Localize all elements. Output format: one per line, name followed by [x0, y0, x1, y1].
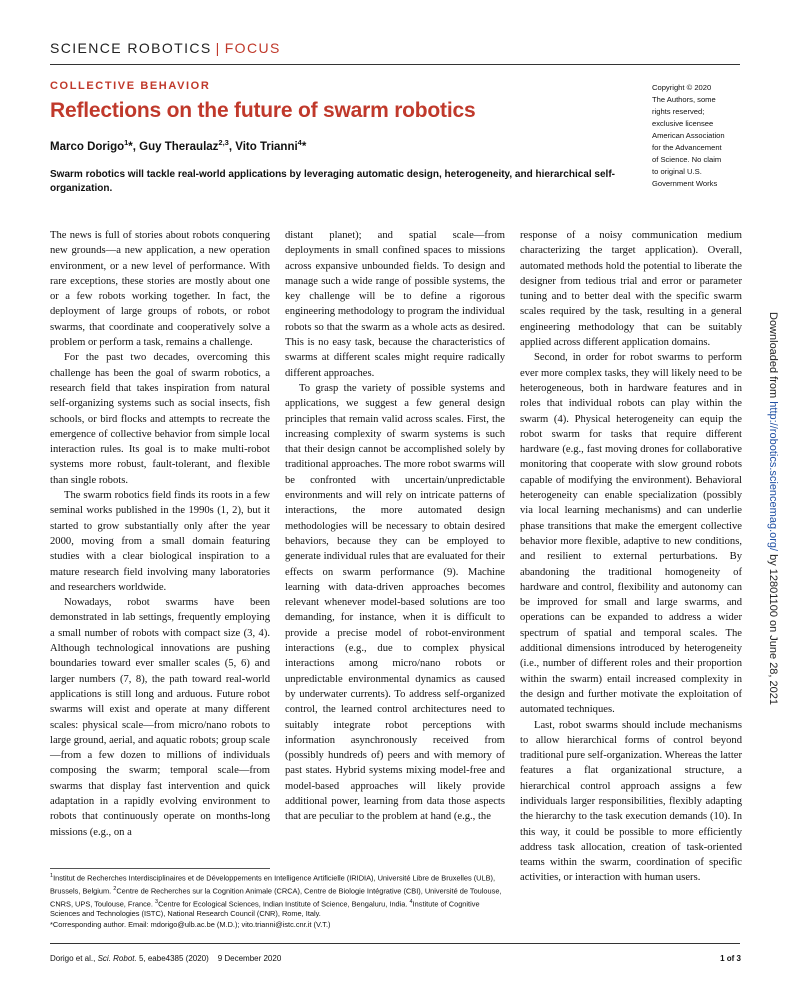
footer-rule — [50, 943, 740, 944]
paragraph: Second, in order for robot swarms to perform ever more complex tasks, they will likely need to be heterogeneous, both in hardware features and in roles that individual robots can play within the swarm (4). Physical heterogeneity can equip the robot swarm for tasks that require different hardware (e.g., fast moving drones for collaborative monitoring that cooperate with slow ground robots capable of modifying the environment). Behavioral heterogeneity can enable specialization (possibly via local learning mechanisms) and can underlie phase transitions that make the emergent collective behavior more flexible, adaptive to new conditions, and resilient to external perturbations. By abandoning the traditional homogeneity of hardware and control, flexibility and autonomy can be improved for small and large swarms, and operations can be expanded to address a wider spectrum of spatial and temporal scales. The additional dimensions introduced by heterogeneity (i.e., number of different roles and their proportion within the swarm) entail increased complexity in the design and further motivate the exploitation of automated techniques. — [520, 352, 742, 716]
copyright-line: American Association — [652, 131, 725, 140]
affiliations: $^1$Institut de Recherches Interdisciplinaires et de Développements en Intelligence Artificielle (IRIDIA), Université Libre de Bruxelles (ULB), Brussels, Belgium. $^2$Centre de Recherches sur la Cognition Animale (CRCA), Centre de Biologie Intégrative (CBI), Université de Toulouse, CNRS, UPS, Toulouse, France. $^3$Centre for Ecological Sciences, Indian Institute of Science, Bengaluru, India. $^4$Institute of Cognitive Sciences and Technologies (ISTC), National Research Council (CNR), Rome, Italy. — [50, 873, 502, 919]
copyright-line: of Science. No claim — [652, 155, 722, 164]
footer-date: 9 December 2020 — [217, 954, 282, 963]
footer-journal: Sci. Robot. — [97, 954, 137, 963]
download-note — [767, 312, 779, 705]
footer-ref: 5, eabe4385 (2020) — [136, 954, 209, 963]
header-rule — [50, 64, 740, 65]
author-affiliation: 1 — [124, 138, 129, 147]
author-affiliation: 4 — [297, 138, 302, 147]
paragraph: Last, robot swarms should include mechanisms to allow hierarchical forms of control beyond traditional pure self-organization. Whereas the latter features a flat organizational structure, a hierarchical control approach assigns a few individuals larger responsibilities, flexibly adapting the hierarchy to the task execution demands (10). In this way, it could be possible to more efficiently address task allocation, creation of task-oriented teams within the swarm, coordination of specific activities, or interaction with human users. — [520, 719, 742, 884]
body-column-3 — [520, 228, 742, 886]
paragraph: distant planet); and spatial scale—from deployments in small confined spaces to missions across expansive unbounded fields. To design and manage such a wide range of possible systems, the key challenge will be to define a rigorous engineering methodology to program the individual robots so that the swarm as a whole acts as desired. This is no easy task, because the characteristics of swarms at different scales might require radically different approaches. — [285, 230, 505, 379]
author-name: Vito Trianni — [235, 140, 298, 153]
affiliation-3: Centre for Ecological Sciences, Indian Institute of Science, Bengaluru, India. — [158, 899, 410, 908]
download-sidebar — [756, 310, 779, 830]
journal-header — [50, 40, 281, 56]
paragraph: The news is full of stories about robots conquering new grounds—a new application, a new operation environment, or a new level of performance. With rare exceptions, these stories are mostly about one or a few robots working together. In fact, the deployment of large groups of robots, or robot swarms, that coordinate and cooperatively solve a problem or perform a task, remains a challenge. — [50, 230, 270, 349]
copyright-line: The Authors, some — [652, 95, 716, 104]
footnotes — [50, 871, 508, 930]
abstract: Swarm robotics will tackle real-world applications by leveraging automatic design, heterogeneity, and hierarchical self-organization. — [50, 169, 615, 194]
paragraph: response of a noisy communication medium characterizing the target application). Overall, automated methods hold the potential to liberate the designer from tedious trial and error or parameter tuning and to better deal with the specific swarm scales required by the task, resulting in a general engineering methodology that can be suitably applied across different application domains. — [520, 230, 742, 349]
author-name: Marco Dorigo — [50, 140, 125, 153]
download-prefix: Downloaded from — [767, 312, 779, 402]
body-column-1 — [50, 228, 270, 840]
author-separator: , — [228, 140, 236, 153]
copyright-line: exclusive licensee — [652, 119, 714, 128]
author-affiliation: 2,3 — [218, 138, 229, 147]
copyright-line: Government Works — [652, 179, 718, 188]
download-link[interactable]: http://robotics.sciencemag.org/ — [767, 401, 779, 552]
affiliation-2: Centre de Recherches sur la Cognition Animale (CRCA), Centre de Biologie Intégrative (CBI), Université de Toulouse, CNRS, UPS, Toulouse, France. — [50, 886, 502, 908]
author-name: Guy Theraulaz — [139, 140, 219, 153]
affiliation-1: Institut de Recherches Interdisciplinaires et de Développements en Intelligence Artificielle (IRIDIA), Université Libre de Bruxelles (ULB), Brussels, Belgium. — [50, 873, 496, 896]
affiliation-4: Institute of Cognitive Sciences and Technologies (ISTC), National Research Council (CNR), Rome, Italy. — [50, 899, 480, 919]
copyright-line: Copyright © 2020 — [652, 83, 712, 92]
journal-section: FOCUS — [224, 40, 281, 56]
corresponding-author: *Corresponding author. Email: mdorigo@ulb.ac.be (M.D.); vito.trianni@istc.cnr.it (V.T.) — [50, 919, 331, 929]
footnote-rule — [50, 868, 270, 869]
article-title: Reflections on the future of swarm robotics — [50, 99, 476, 122]
download-suffix: by 12801100 on June 28, 2021 — [767, 551, 779, 706]
author-separator: * — [301, 140, 307, 153]
article-category: COLLECTIVE BEHAVIOR — [50, 80, 211, 92]
header-separator: | — [215, 40, 221, 56]
copyright-line: for the Advancement — [652, 143, 722, 152]
author-list — [50, 138, 306, 153]
footer-authors: Dorigo et al. — [50, 954, 94, 963]
citation-footer: Dorigo et al., Sci. Robot. 5, eabe4385 (2020) 9 December 2020 — [50, 954, 282, 963]
journal-name: SCIENCE ROBOTICS — [50, 40, 212, 56]
paragraph: For the past two decades, overcoming this challenge has been the goal of swarm robotics, a research field that takes inspiration from natural self-organizing systems such as social insects, fish schools, or bird flocks and attempts to recreate the emergence of collective behavior from simple local interaction rules. Its goal is to make multi-robot systems more robust, fault-tolerant, and flexible than single robots. — [50, 352, 270, 486]
copyright-line: rights reserved; — [652, 107, 705, 116]
body-column-2 — [285, 228, 505, 825]
paragraph: The swarm robotics field finds its roots in a few seminal works published in the 1990s (1, 2), but it started to grow substantially only after the year 2000, moving from a small domain featuring studies with a clear biological inspiration to a mature research field involving many laboratories and researchers worldwide. — [50, 490, 270, 593]
copyright-notice — [652, 82, 744, 190]
paragraph: Nowadays, robot swarms have been demonstrated in lab settings, frequently employing a small number of robots with compact size (3, 4). Although technological innovations are pushing boundaries toward ever smaller scales (5, 6) and larger numbers (7, 8), the path toward real-world applications is still long and arduous. Future robot swarms will exist and operate at many different scales: physical scale—from micro/nano robots to large ground, aerial, and aquatic robots; group scale—from a few dozen to millions of individuals composing the swarm; temporal scale—from swarms that display fast intervention and quick adaptation in a rapidly evolving environment to robots that continuously operate on months-long missions (e.g., on a — [50, 597, 270, 838]
paragraph: To grasp the variety of possible systems and applications, we suggest a few general design principles that remain valid across scales. First, the increasing complexity of swarm systems is such that their design cannot be accomplished solely by traditional approaches. The more robot swarms will be confronted with uncertain/unpredictable environments and will rely on intricate patterns of interactions, the more automated design methodologies will be necessary to obtain desired behaviors, because they can be employed to generate individual rules that are evaluated for their effects on swarm performance (9). Machine learning with data-driven approaches becomes relevant whenever model-based solutions are too demanding, for instance, when it is difficult to provide a precise model of robot-environment interactions (e.g., due to complex physical interactions among micro/nano robots or unpredictable environmental dynamics as caused by underwater currents). To address self-organized control, the learned control architectures need to suitably integrate robot perceptions with information asynchronously received from (possibly hundreds of) peers and with memory of past states. Hybrid systems mixing model-free and model-based approaches will likely provide additional power, learning from data those aspects that are peculiar to the problem at hand (e.g., the — [285, 382, 505, 823]
copyright-line: to original U.S. — [652, 167, 702, 176]
author-separator: *, — [128, 140, 140, 153]
page-number: 1 of 3 — [720, 954, 741, 963]
